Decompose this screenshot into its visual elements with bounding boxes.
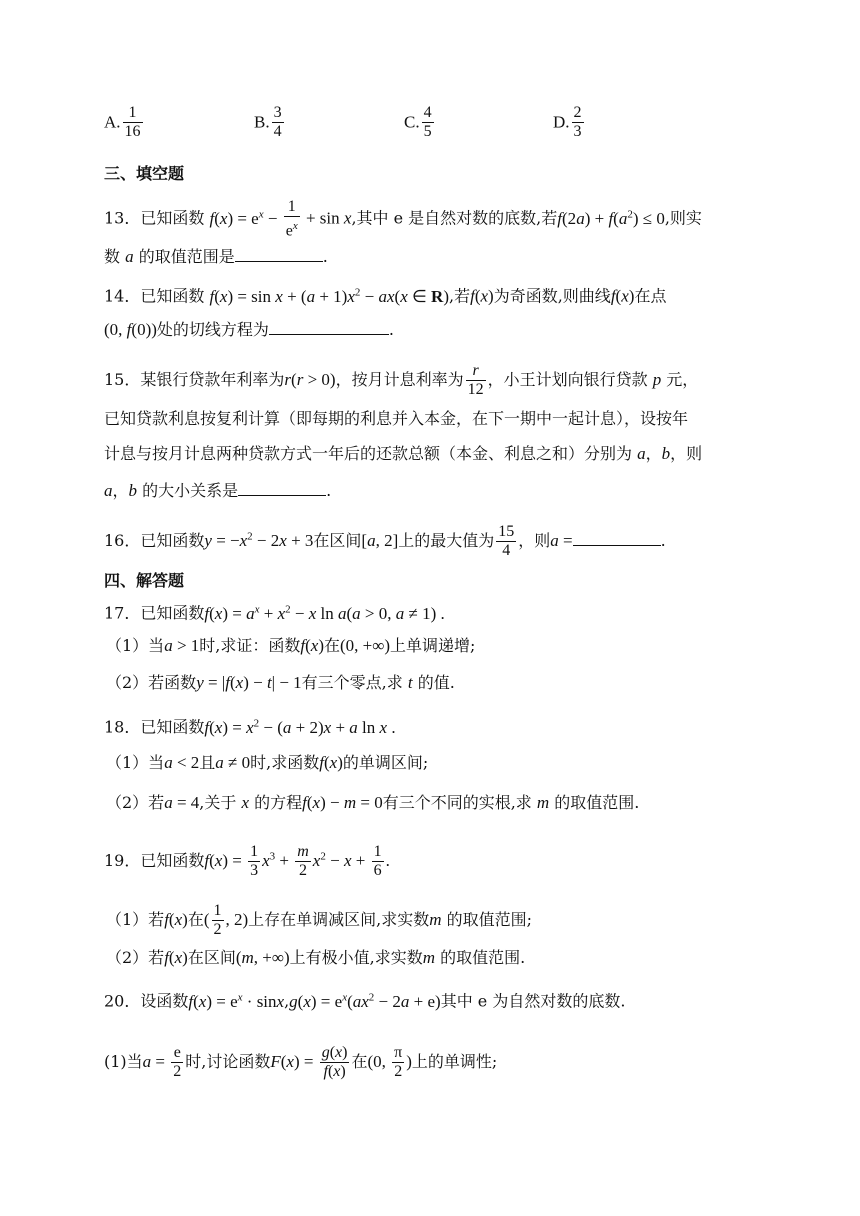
formula: f(x) =	[204, 851, 247, 870]
answer-blank[interactable]	[238, 479, 326, 496]
question-18-part-1: （1）当a < 2且a ≠ 0时,求函数f(x)的单调区间;	[106, 753, 429, 772]
question-number: 15．	[104, 370, 141, 389]
answer-blank[interactable]	[573, 529, 661, 546]
question-16: 16．已知函数$y = -x^2 - 2x + 3$在区间[a, 2]上的最大值为 $\frac{15}{4}$ ，则a = .	[104, 523, 666, 559]
option-fraction: $\frac{1}{16}$	[124, 104, 141, 140]
question-number: 19．	[104, 851, 141, 870]
section-title-answers: 四、解答题	[104, 571, 185, 590]
formula: $f(2a) + f(a^2) \le 0$	[557, 208, 665, 228]
question-number: 14．	[104, 286, 141, 306]
fraction: $\frac{1}{e^x}$	[285, 198, 298, 240]
question-18-part-2: （2）若a = 4,关于 x 的方程f(x) − m = 0有三个不同的实根,求 m 的取值范围.	[106, 793, 640, 812]
question-19: 19．已知函数f(x) = $\frac{1}{3}$ $x^3$ + $\frac{m}{2}$ $x^2 - x$ + $\frac{1}{6}$ .	[104, 843, 390, 879]
option-d	[553, 104, 586, 141]
question-number: 13．	[104, 208, 141, 228]
question-14-line-2: (0, f(0))处的切线方程为 .	[104, 320, 394, 339]
option-label: B.	[254, 112, 270, 132]
option-label: C.	[404, 112, 420, 132]
option-c	[404, 104, 436, 141]
option-b	[254, 104, 286, 141]
question-13-line-2: 数 a 的取值范围是 .	[104, 247, 328, 266]
option-label: A.	[104, 112, 121, 132]
option-label: D.	[553, 112, 570, 132]
fraction: $\frac{15}{4}$	[498, 523, 515, 559]
question-18: 18．已知函数$f(x) = x^2 - (a + 2)x + a$ ln x .	[104, 717, 396, 737]
question-17: 17．已知函数$f(x) = a^x + x^2 - x$ ln a(a > 0, a ≠ 1) .	[104, 603, 445, 623]
formula: $f(x) = e^x \cdot \sin x$	[188, 991, 285, 1011]
question-20: 20．设函数$f(x) = e^x \cdot \sin x,g(x) = e^x(ax^2 - 2a + e)$其中 e 为自然对数的底数.	[104, 991, 626, 1011]
question-15-line-1: 15．某银行贷款年利率为r(r > 0)，按月计息利率为 $\frac{r}{12}$ ，小王计划向银行贷款 p 元，	[104, 362, 699, 398]
formula: $y = -x^2 - 2x + 3$	[204, 530, 314, 550]
option-a	[104, 104, 145, 141]
option-fraction: $\frac{4}{5}$	[423, 104, 432, 140]
question-number: 18．	[104, 717, 141, 737]
fraction: $\frac{r}{12}$	[467, 362, 484, 398]
question-13-line-1: 13．已知函数 $f(x) = e^x$ − $\frac{1}{e^x}$ + sin x,其中 e 是自然对数的底数,若$f(2a) + f(a^2) \le 0$,则实	[104, 198, 702, 240]
formula: $f(x) = x^2 - (a + 2)x + a$ ln x .	[204, 717, 396, 737]
question-15-line-2: 已知贷款利息按复利计算（即每期的利息并入本金，在下一期中一起计息），设按年	[104, 409, 689, 428]
answer-blank[interactable]	[269, 318, 389, 335]
question-19-part-1: （1）若f(x)在( $\frac{1}{2}$ , 2)上存在单调减区间,求实数m 的取值范围;	[106, 902, 533, 938]
answer-blank[interactable]	[235, 245, 323, 262]
option-fraction: $\frac{3}{4}$	[273, 104, 282, 140]
option-fraction: $\frac{2}{3}$	[573, 104, 582, 140]
formula: $f(x) = e^x$ −	[209, 208, 282, 228]
question-number: 17．	[104, 603, 141, 623]
question-14-line-1: 14．已知函数 $f(x) = \sin x + (a + 1)x^2 - ax(x$ ∈ R),若f(x)为奇函数,则曲线f(x)在点	[104, 286, 667, 306]
question-15-line-3: 计息与按月计息两种贷款方式一年后的还款总额（本金、利息之和）分别为 a，b，则	[104, 444, 703, 463]
section-title-fill-in: 三、填空题	[104, 164, 185, 183]
question-number: 20．	[104, 991, 141, 1011]
question-number: 16．	[104, 531, 141, 550]
question-17-part-2: （2）若函数y = |f(x) − t| − 1有三个零点,求 t 的值.	[106, 673, 455, 692]
question-19-part-2: （2）若f(x)在区间(m, +∞)上有极小值,求实数m 的取值范围.	[106, 948, 526, 967]
question-15-line-4: a，b 的大小关系是 .	[104, 481, 332, 500]
formula: r(r > 0)	[284, 370, 336, 389]
formula: (0, f(0))	[104, 320, 157, 339]
question-20-part-1: (1)当a = $\frac{e}{2}$ 时,讨论函数F(x) = $\frac{g(x)}{f(x)}$ 在(0, $\frac{\pi}{2}$ )上的单调性;	[104, 1044, 498, 1080]
question-17-part-1: （1）当a > 1时,求证：函数f(x)在(0, +∞)上单调递增;	[106, 636, 476, 655]
formula: $f(x) = a^x + x^2 - x$ ln a(a > 0, a ≠ 1) .	[204, 603, 445, 623]
formula: $f(x) = \sin x + (a + 1)x^2 - ax(x$ ∈ R)	[209, 286, 449, 306]
